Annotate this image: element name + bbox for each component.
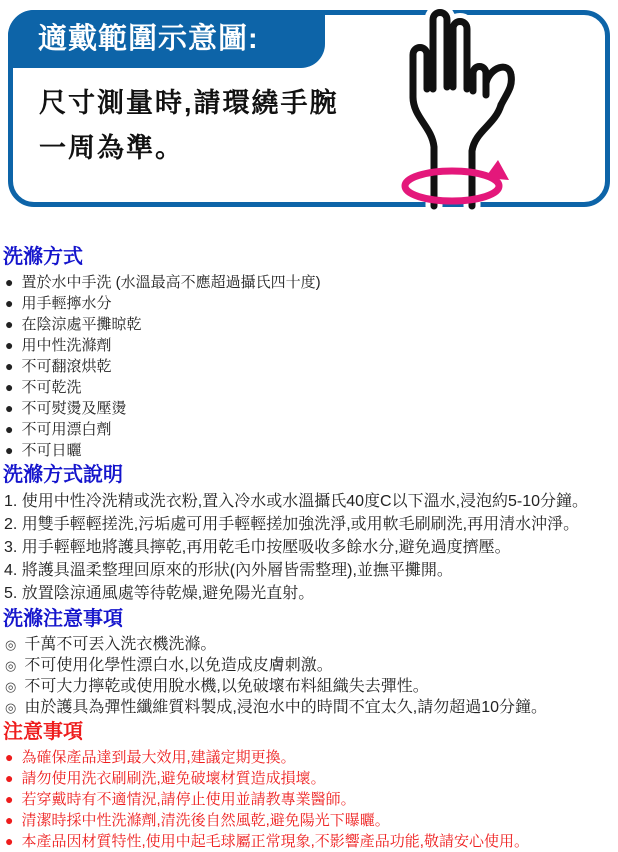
list-item: 5. 放置陰涼通風處等待乾燥,避免陽光直射。 <box>4 585 315 602</box>
section-washing-notes <box>2 607 616 718</box>
list-item: ● 為確保產品達到最大效用,建議定期更換。 <box>5 749 296 766</box>
bullet-icon: ● <box>5 274 14 290</box>
size-guide-header: 適戴範圍示意圖: <box>8 10 325 68</box>
bullet-icon: ● <box>5 337 14 353</box>
list-item: 1. 使用中性冷洗精或洗衣粉,置入冷水或水溫攝氏40度C以下溫水,浸泡約5-10分鐘。 <box>4 493 589 510</box>
bullet-icon: ● <box>5 812 14 828</box>
list-item: 4. 將護具溫柔整理回原來的形狀(內外層皆需整理),並撫平攤開。 <box>4 562 453 579</box>
circle-bullet-icon: ◎ <box>5 700 17 715</box>
bullet-icon: ● <box>5 379 14 395</box>
bullet-icon: ● <box>5 442 14 458</box>
bullet-icon: ● <box>5 316 14 332</box>
size-guide-instruction <box>39 81 339 171</box>
list-item: ◎ 不可大力擰乾或使用脫水機,以免破壞布料組織失去彈性。 <box>5 678 429 695</box>
section-washing-instructions <box>2 463 616 605</box>
list-item: ● 不可翻滾烘乾 <box>5 358 112 375</box>
bullet-icon: ● <box>5 770 14 786</box>
list-item: ● 不可日曬 <box>5 442 82 459</box>
circle-bullet-icon: ◎ <box>5 679 17 694</box>
list-item: ◎ 由於護具為彈性纖維質料製成,浸泡水中的時間不宜太久,請勿超過10分鐘。 <box>5 699 548 716</box>
list-item: ● 清潔時採中性洗滌劑,清洗後自然風乾,避免陽光下曝曬。 <box>5 812 390 829</box>
list-item: ● 在陰涼處平攤晾乾 <box>5 316 142 333</box>
list-item: ● 用手輕擰水分 <box>5 295 112 312</box>
bullet-icon: ● <box>5 295 14 311</box>
bullet-icon: ● <box>5 400 14 416</box>
list-item: ● 不可乾洗 <box>5 379 82 396</box>
care-instructions <box>0 245 618 852</box>
section-cautions <box>2 720 616 852</box>
section-title: 洗滌方式說明 <box>3 464 123 486</box>
list-item: ● 置於水中手洗 (水溫最高不應超過攝氏四十度) <box>5 274 321 291</box>
wrist-measure-arrow-icon <box>405 160 509 201</box>
list-item: ● 用中性洗滌劑 <box>5 337 112 354</box>
bullet-icon: ● <box>5 791 14 807</box>
circle-bullet-icon: ◎ <box>5 637 17 652</box>
bullet-icon: ● <box>5 833 14 849</box>
section-title: 洗滌注意事項 <box>3 608 123 630</box>
list-item: 3. 用手輕輕地將護具擰乾,再用乾毛巾按壓吸收多餘水分,避免過度擠壓。 <box>4 539 511 556</box>
bullet-icon: ● <box>5 421 14 437</box>
list-item: ● 不可熨燙及壓燙 <box>5 400 127 417</box>
section-washing-method <box>2 245 616 461</box>
bullet-icon: ● <box>5 749 14 765</box>
section-title: 注意事項 <box>3 721 83 743</box>
bullet-icon: ● <box>5 358 14 374</box>
circle-bullet-icon: ◎ <box>5 658 17 673</box>
hand-wrist-diagram <box>385 0 525 214</box>
size-guide-box <box>8 10 610 207</box>
list-item: ● 不可用漂白劑 <box>5 421 112 438</box>
section-title: 洗滌方式 <box>3 246 83 268</box>
list-item: ● 若穿戴時有不適情況,請停止使用並請教專業醫師。 <box>5 791 356 808</box>
list-item: ● 本產品因材質特性,使用中起毛球屬正常現象,不影響產品功能,敬請安心使用。 <box>5 833 529 850</box>
size-guide-line2: 一周為準。 <box>39 133 184 163</box>
size-guide-line1: 尺寸測量時,請環繞手腕 <box>39 88 339 118</box>
list-item: ● 請勿使用洗衣刷刷洗,避免破壞材質造成損壞。 <box>5 770 326 787</box>
list-item: ◎ 千萬不可丟入洗衣機洗滌。 <box>5 636 217 653</box>
list-item: ◎ 不可使用化學性漂白水,以免造成皮膚刺激。 <box>5 657 333 674</box>
list-item: 2. 用雙手輕輕搓洗,污垢處可用手輕輕搓加強洗淨,或用軟毛刷刷洗,再用清水沖淨。 <box>4 516 580 533</box>
